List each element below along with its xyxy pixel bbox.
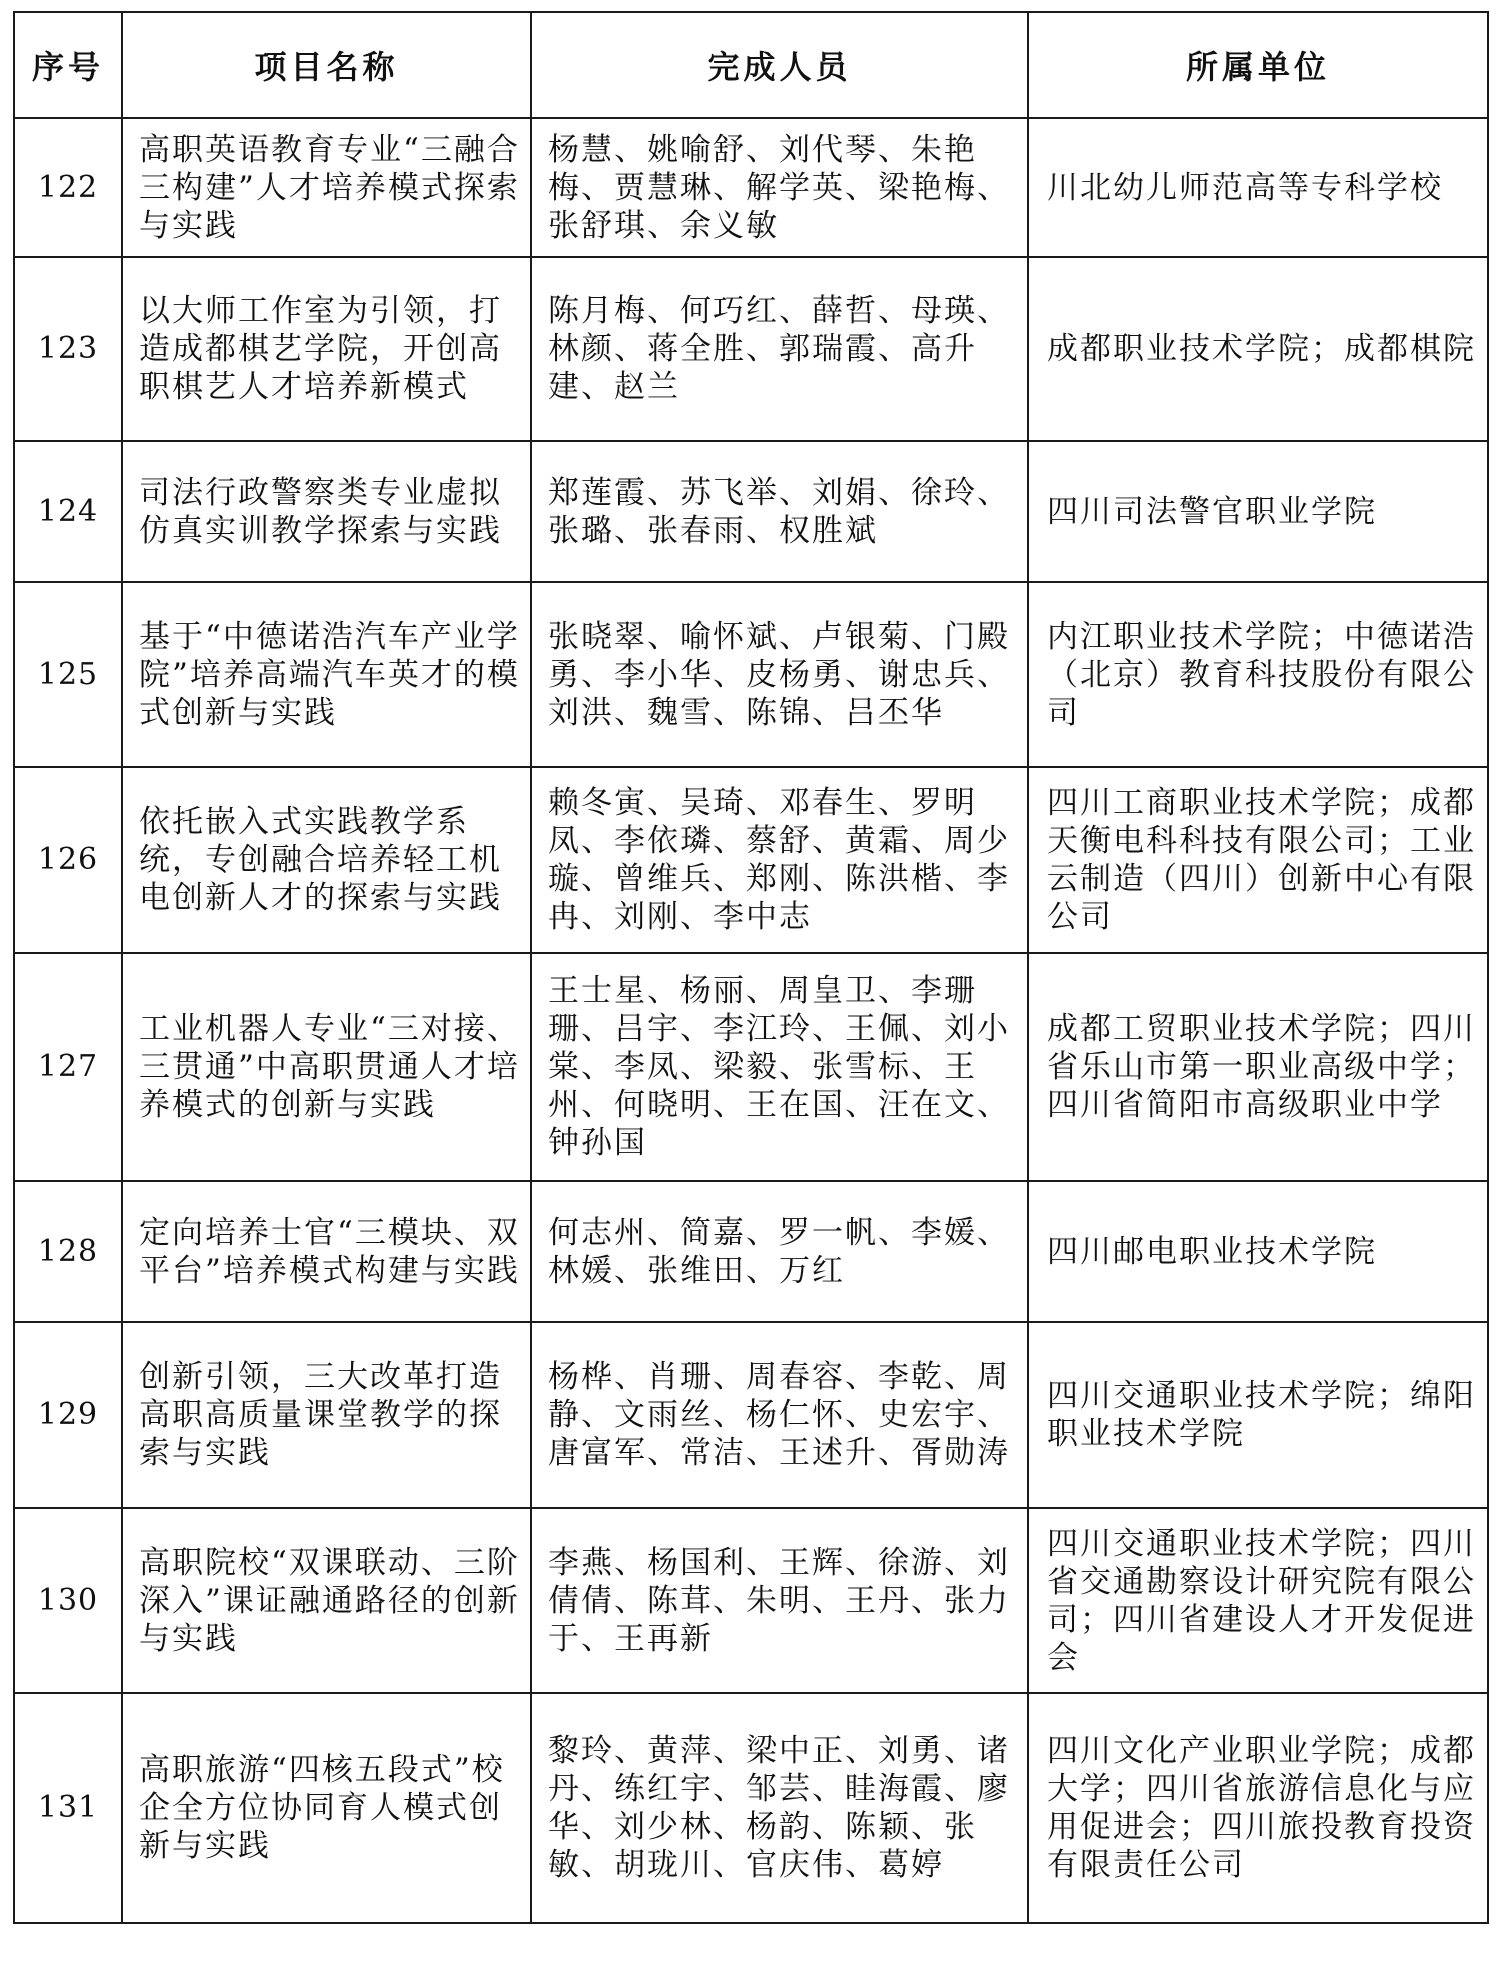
row-institution: 内江职业技术学院；中德诺浩（北京）教育科技股份有限公司 <box>1028 582 1488 767</box>
table-row <box>14 1322 1488 1508</box>
row-members: 何志州、简嘉、罗一帆、李媛、林媛、张维田、万红 <box>531 1181 1028 1322</box>
table-row <box>14 953 1488 1181</box>
row-project-name: 高职旅游“四核五段式”校企全方位协同育人模式创新与实践 <box>122 1693 531 1923</box>
table-row <box>14 767 1488 953</box>
row-project-name: 创新引领，三大改革打造高职高质量课堂教学的探索与实践 <box>122 1322 531 1508</box>
row-institution: 四川交通职业技术学院；四川省交通勘察设计研究院有限公司；四川省建设人才开发促进会 <box>1028 1508 1488 1693</box>
row-institution: 四川文化产业职业学院；成都大学；四川省旅游信息化与应用促进会；四川旅投教育投资有限责任公司 <box>1028 1693 1488 1923</box>
row-serial-number: 129 <box>14 1322 122 1508</box>
table-row <box>14 1508 1488 1693</box>
header-members: 完成人员 <box>531 12 1028 118</box>
row-project-name: 工业机器人专业“三对接、三贯通”中高职贯通人才培养模式的创新与实践 <box>122 953 531 1181</box>
row-members: 陈月梅、何巧红、薛哲、母瑛、林颜、蒋全胜、郭瑞霞、高升建、赵兰 <box>531 257 1028 441</box>
header-institution: 所属单位 <box>1028 12 1488 118</box>
table-row <box>14 441 1488 582</box>
row-serial-number: 125 <box>14 582 122 767</box>
row-project-name: 依托嵌入式实践教学系统，专创融合培养轻工机电创新人才的探索与实践 <box>122 767 531 953</box>
row-project-name: 高职英语教育专业“三融合 三构建”人才培养模式探索与实践 <box>122 118 531 257</box>
row-serial-number: 124 <box>14 441 122 582</box>
row-institution: 川北幼儿师范高等专科学校 <box>1028 118 1488 257</box>
table-header-row <box>14 12 1488 118</box>
table-row <box>14 582 1488 767</box>
row-institution: 四川工商职业技术学院；成都天衡电科科技有限公司；工业云制造（四川）创新中心有限公司 <box>1028 767 1488 953</box>
row-serial-number: 131 <box>14 1693 122 1923</box>
row-institution: 四川司法警官职业学院 <box>1028 441 1488 582</box>
table-row <box>14 257 1488 441</box>
header-project-name: 项目名称 <box>122 12 531 118</box>
row-serial-number: 128 <box>14 1181 122 1322</box>
row-institution: 成都职业技术学院；成都棋院 <box>1028 257 1488 441</box>
table-row <box>14 1693 1488 1923</box>
row-serial-number: 122 <box>14 118 122 257</box>
row-serial-number: 130 <box>14 1508 122 1693</box>
row-members: 张晓翠、喻怀斌、卢银菊、门殿勇、李小华、皮杨勇、谢忠兵、刘洪、魏雪、陈锦、吕丕华 <box>531 582 1028 767</box>
row-serial-number: 126 <box>14 767 122 953</box>
row-institution: 四川交通职业技术学院；绵阳职业技术学院 <box>1028 1322 1488 1508</box>
table-row <box>14 118 1488 257</box>
row-members: 杨慧、姚喻舒、刘代琴、朱艳梅、贾慧琳、解学英、梁艳梅、张舒琪、余义敏 <box>531 118 1028 257</box>
awards-table-container <box>13 11 1487 1924</box>
row-project-name: 定向培养士官“三模块、双平台”培养模式构建与实践 <box>122 1181 531 1322</box>
table-row <box>14 1181 1488 1322</box>
row-serial-number: 127 <box>14 953 122 1181</box>
row-project-name: 司法行政警察类专业虚拟仿真实训教学探索与实践 <box>122 441 531 582</box>
row-project-name: 以大师工作室为引领，打造成都棋艺学院，开创高职棋艺人才培养新模式 <box>122 257 531 441</box>
awards-table <box>13 11 1489 1924</box>
row-members: 郑莲霞、苏飞举、刘娟、徐玲、张璐、张春雨、权胜斌 <box>531 441 1028 582</box>
row-serial-number: 123 <box>14 257 122 441</box>
row-members: 李燕、杨国利、王辉、徐游、刘倩倩、陈茸、朱明、王丹、张力于、王再新 <box>531 1508 1028 1693</box>
row-members: 黎玲、黄萍、梁中正、刘勇、诸丹、练红宇、邹芸、眭海霞、廖华、刘少林、杨韵、陈颖、张敏、胡珑川、官庆伟、葛婷 <box>531 1693 1028 1923</box>
row-members: 杨桦、肖珊、周春容、李乾、周静、文雨丝、杨仁怀、史宏宇、唐富军、常洁、王述升、胥勋涛 <box>531 1322 1028 1508</box>
row-members: 赖冬寅、吴琦、邓春生、罗明凤、李依璘、蔡舒、黄霜、周少璇、曾维兵、郑刚、陈洪楷、李冉、刘刚、李中志 <box>531 767 1028 953</box>
row-members: 王士星、杨丽、周皇卫、李珊珊、吕宇、李江玲、王佩、刘小棠、李凤、梁毅、张雪标、王州、何晓明、王在国、汪在文、钟孙国 <box>531 953 1028 1181</box>
row-project-name: 基于“中德诺浩汽车产业学院”培养高端汽车英才的模式创新与实践 <box>122 582 531 767</box>
row-institution: 四川邮电职业技术学院 <box>1028 1181 1488 1322</box>
row-project-name: 高职院校“双课联动、三阶深入”课证融通路径的创新与实践 <box>122 1508 531 1693</box>
row-institution: 成都工贸职业技术学院；四川省乐山市第一职业高级中学；四川省简阳市高级职业中学 <box>1028 953 1488 1181</box>
header-serial-number: 序号 <box>14 12 122 118</box>
